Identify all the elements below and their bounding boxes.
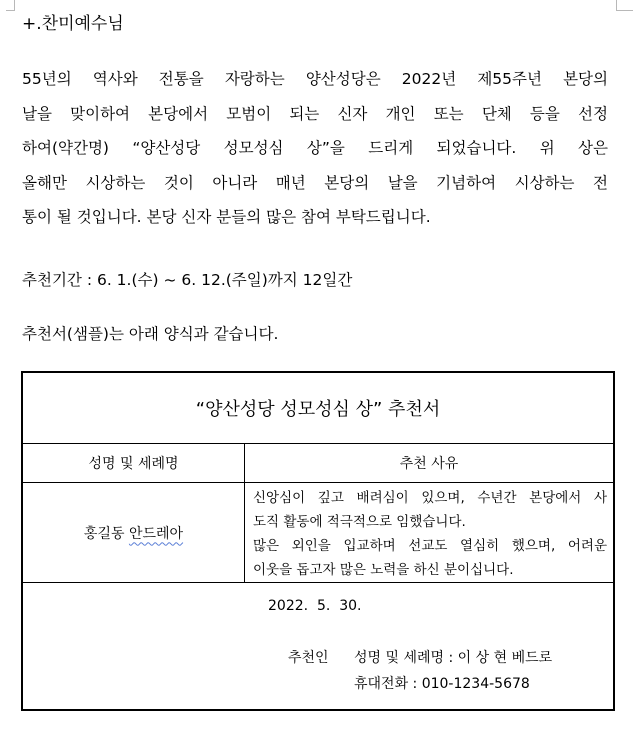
reason-line: 많은 외인을 입교하며 선교도 열심히 했으며, 어려운: [253, 538, 607, 554]
paragraph-line: 통이 될 것입니다. 본당 신자 분들의 많은 참여 부탁드립니다.: [22, 208, 431, 226]
recommender-name: 성명 및 세례명 : 이 상 현 베드로: [354, 650, 553, 666]
recommender-phone: 휴대전화 : 010-1234-5678: [354, 676, 530, 692]
col-header-reason: 추천 사유: [245, 443, 613, 483]
reason-line: 신앙심이 깊고 배려심이 있으며, 수년간 본당에서 사: [253, 490, 607, 506]
intro-paragraph: [22, 62, 608, 235]
page-corner-mark-right: [616, 0, 633, 11]
page-corner-mark-left: [6, 0, 15, 11]
col-header-name: 성명 및 세례명: [23, 443, 245, 483]
reason-cell: [245, 483, 613, 583]
reason-line: 이웃을 돕고자 많은 노력을 하신 분이십니다.: [253, 562, 514, 578]
paragraph-line: 올해만 시상하는 것이 아니라 매년 본당의 날을 기념하여 시상하는 전: [22, 173, 608, 192]
reason-line: 도직 활동에 적극적으로 임했습니다.: [253, 514, 466, 530]
nominee-baptismal-name: 안드레아: [128, 525, 184, 542]
paragraph-line: 하여(약간명) “양산성당 성모성심 상”을 드리게 되었습니다. 위 상은: [22, 139, 608, 157]
nomination-period: 추천기간 : 6. 1.(수) ~ 6. 12.(주일)까지 12일간: [22, 271, 353, 289]
nominee-name: 홍길동: [83, 525, 125, 542]
nominee-cell: [23, 483, 245, 583]
form-date: 2022. 5. 30.: [268, 598, 362, 614]
paragraph-line: 55년의 역사와 전통을 자랑하는 양산성당은 2022년 제55주년 본당의: [22, 70, 608, 88]
sample-intro: 추천서(샘플)는 아래 양식과 같습니다.: [22, 325, 279, 343]
recommender-label: 추천인: [288, 650, 329, 666]
paragraph-line: 날을 맞이하여 본당에서 모범이 되는 신자 개인 또는 단체 등을 선정: [22, 104, 608, 123]
form-title: “양산성당 성모성심 상” 추천서: [23, 373, 613, 444]
nomination-form: [21, 371, 615, 711]
greeting-heading: +.찬미예수님: [22, 14, 124, 34]
